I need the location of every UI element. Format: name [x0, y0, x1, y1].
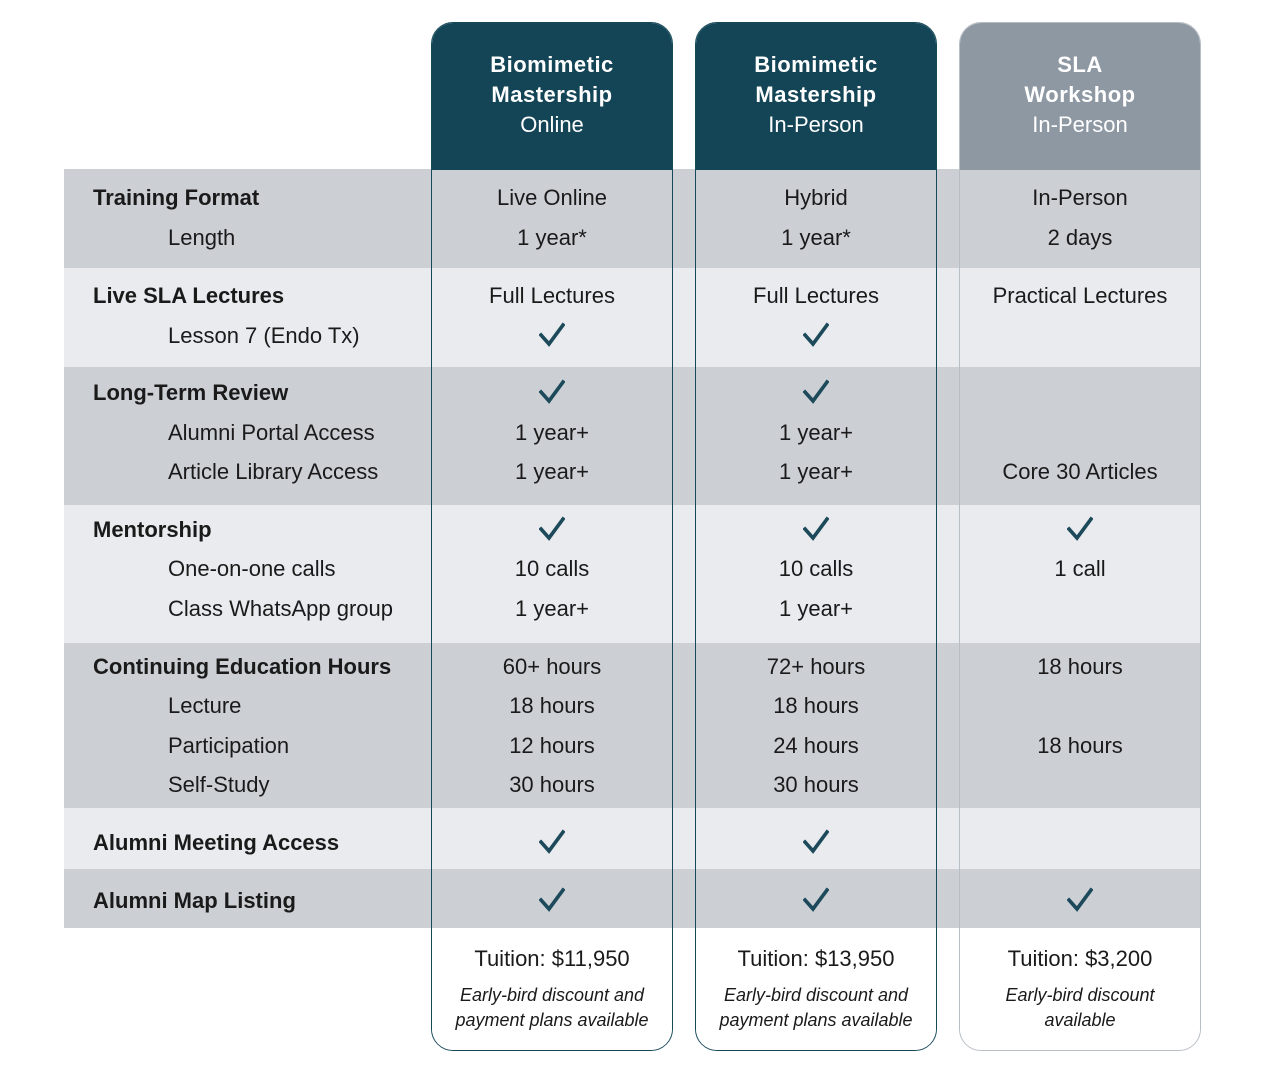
- check-icon: [803, 379, 829, 405]
- row-label: Alumni Portal Access: [168, 420, 375, 445]
- row-label: Length: [168, 225, 236, 250]
- check-icon: [803, 887, 829, 913]
- table-cell: 1 year+: [779, 596, 853, 621]
- plan-name-line2: Mastership: [491, 82, 613, 107]
- row-label: Live SLA Lectures: [93, 283, 285, 308]
- plan-header: [696, 23, 936, 170]
- row-label: Alumni Map Listing: [93, 888, 296, 913]
- plan-name-line1: SLA: [1057, 52, 1103, 77]
- tuition-note-line2: available: [1044, 1010, 1116, 1030]
- plan-name-line1: Biomimetic: [490, 52, 614, 77]
- tuition-note-line2: payment plans available: [455, 1010, 649, 1030]
- table-cell: Practical Lectures: [992, 283, 1168, 308]
- check-icon: [539, 829, 565, 855]
- plan-name-line2: Mastership: [755, 82, 877, 107]
- table-cell: 1 year+: [779, 459, 853, 484]
- table-cell: 1 year+: [515, 420, 589, 445]
- table-cell: 30 hours: [773, 772, 859, 797]
- check-icon: [539, 379, 565, 405]
- check-icon: [539, 322, 565, 348]
- row-label: Long-Term Review: [93, 380, 289, 405]
- table-cell: Core 30 Articles: [1002, 459, 1158, 484]
- table-cell: 1 year+: [515, 459, 589, 484]
- check-icon: [803, 516, 829, 542]
- row-label: Article Library Access: [168, 459, 379, 484]
- table-cell: In-Person: [1032, 185, 1128, 210]
- table-cell: 1 year*: [781, 225, 851, 250]
- row-label: Mentorship: [93, 517, 212, 542]
- table-cell: 30 hours: [509, 772, 595, 797]
- table-cell: 18 hours: [1037, 654, 1123, 679]
- plan-header: [960, 23, 1200, 170]
- plan-format: In-Person: [768, 112, 864, 137]
- table-cell: Full Lectures: [489, 283, 615, 308]
- row-label: Alumni Meeting Access: [93, 830, 340, 855]
- plan-header: [432, 23, 672, 170]
- row-label: Lesson 7 (Endo Tx): [168, 323, 360, 348]
- check-icon: [1067, 887, 1093, 913]
- row-label: One-on-one calls: [168, 556, 336, 581]
- table-cell: 10 calls: [514, 556, 590, 581]
- table-cell: 1 year+: [779, 420, 853, 445]
- table-cell: 2 days: [1047, 225, 1113, 250]
- row-label: Lecture: [168, 693, 242, 718]
- plan-format: In-Person: [1032, 112, 1128, 137]
- table-cell: 10 calls: [778, 556, 854, 581]
- row-label: Class WhatsApp group: [168, 596, 393, 621]
- table-cell: 60+ hours: [502, 654, 602, 679]
- check-icon: [803, 829, 829, 855]
- plan-name-line1: Biomimetic: [754, 52, 878, 77]
- row-label: Continuing Education Hours: [93, 654, 392, 679]
- tuition-note-line2: payment plans available: [719, 1010, 913, 1030]
- check-icon: [803, 322, 829, 348]
- table-cell: 18 hours: [509, 693, 595, 718]
- check-icon: [539, 516, 565, 542]
- row-label: Participation: [168, 733, 290, 758]
- table-cell: Full Lectures: [753, 283, 879, 308]
- tuition-note: [959, 983, 1201, 1033]
- tuition-note: [695, 983, 937, 1033]
- table-cell: 18 hours: [1037, 733, 1123, 758]
- plan-format: Online: [520, 112, 584, 137]
- table-cell: 18 hours: [773, 693, 859, 718]
- table-cell: Hybrid: [784, 185, 848, 210]
- table-cell: 1 year+: [515, 596, 589, 621]
- row-label: Training Format: [93, 185, 260, 210]
- table-cell: 12 hours: [509, 733, 595, 758]
- table-cell: Live Online: [496, 185, 608, 210]
- tuition-price: Tuition: $3,200: [1007, 946, 1153, 971]
- table-cell: 24 hours: [773, 733, 859, 758]
- tuition-note-line1: Early-bird discount and: [723, 985, 909, 1005]
- tuition-price: Tuition: $11,950: [474, 946, 630, 971]
- plan-name-line2: Workshop: [1024, 82, 1136, 107]
- tuition-note-line1: Early-bird discount: [1005, 985, 1155, 1005]
- table-cell: 1 year*: [517, 225, 587, 250]
- tuition-note-line1: Early-bird discount and: [459, 985, 645, 1005]
- row-label: Self-Study: [168, 772, 270, 797]
- table-cell: 1 call: [1054, 556, 1106, 581]
- table-cell: 72+ hours: [766, 654, 866, 679]
- check-icon: [1067, 516, 1093, 542]
- check-icon: [539, 887, 565, 913]
- tuition-price: Tuition: $13,950: [737, 946, 895, 971]
- tuition-note: [431, 983, 673, 1033]
